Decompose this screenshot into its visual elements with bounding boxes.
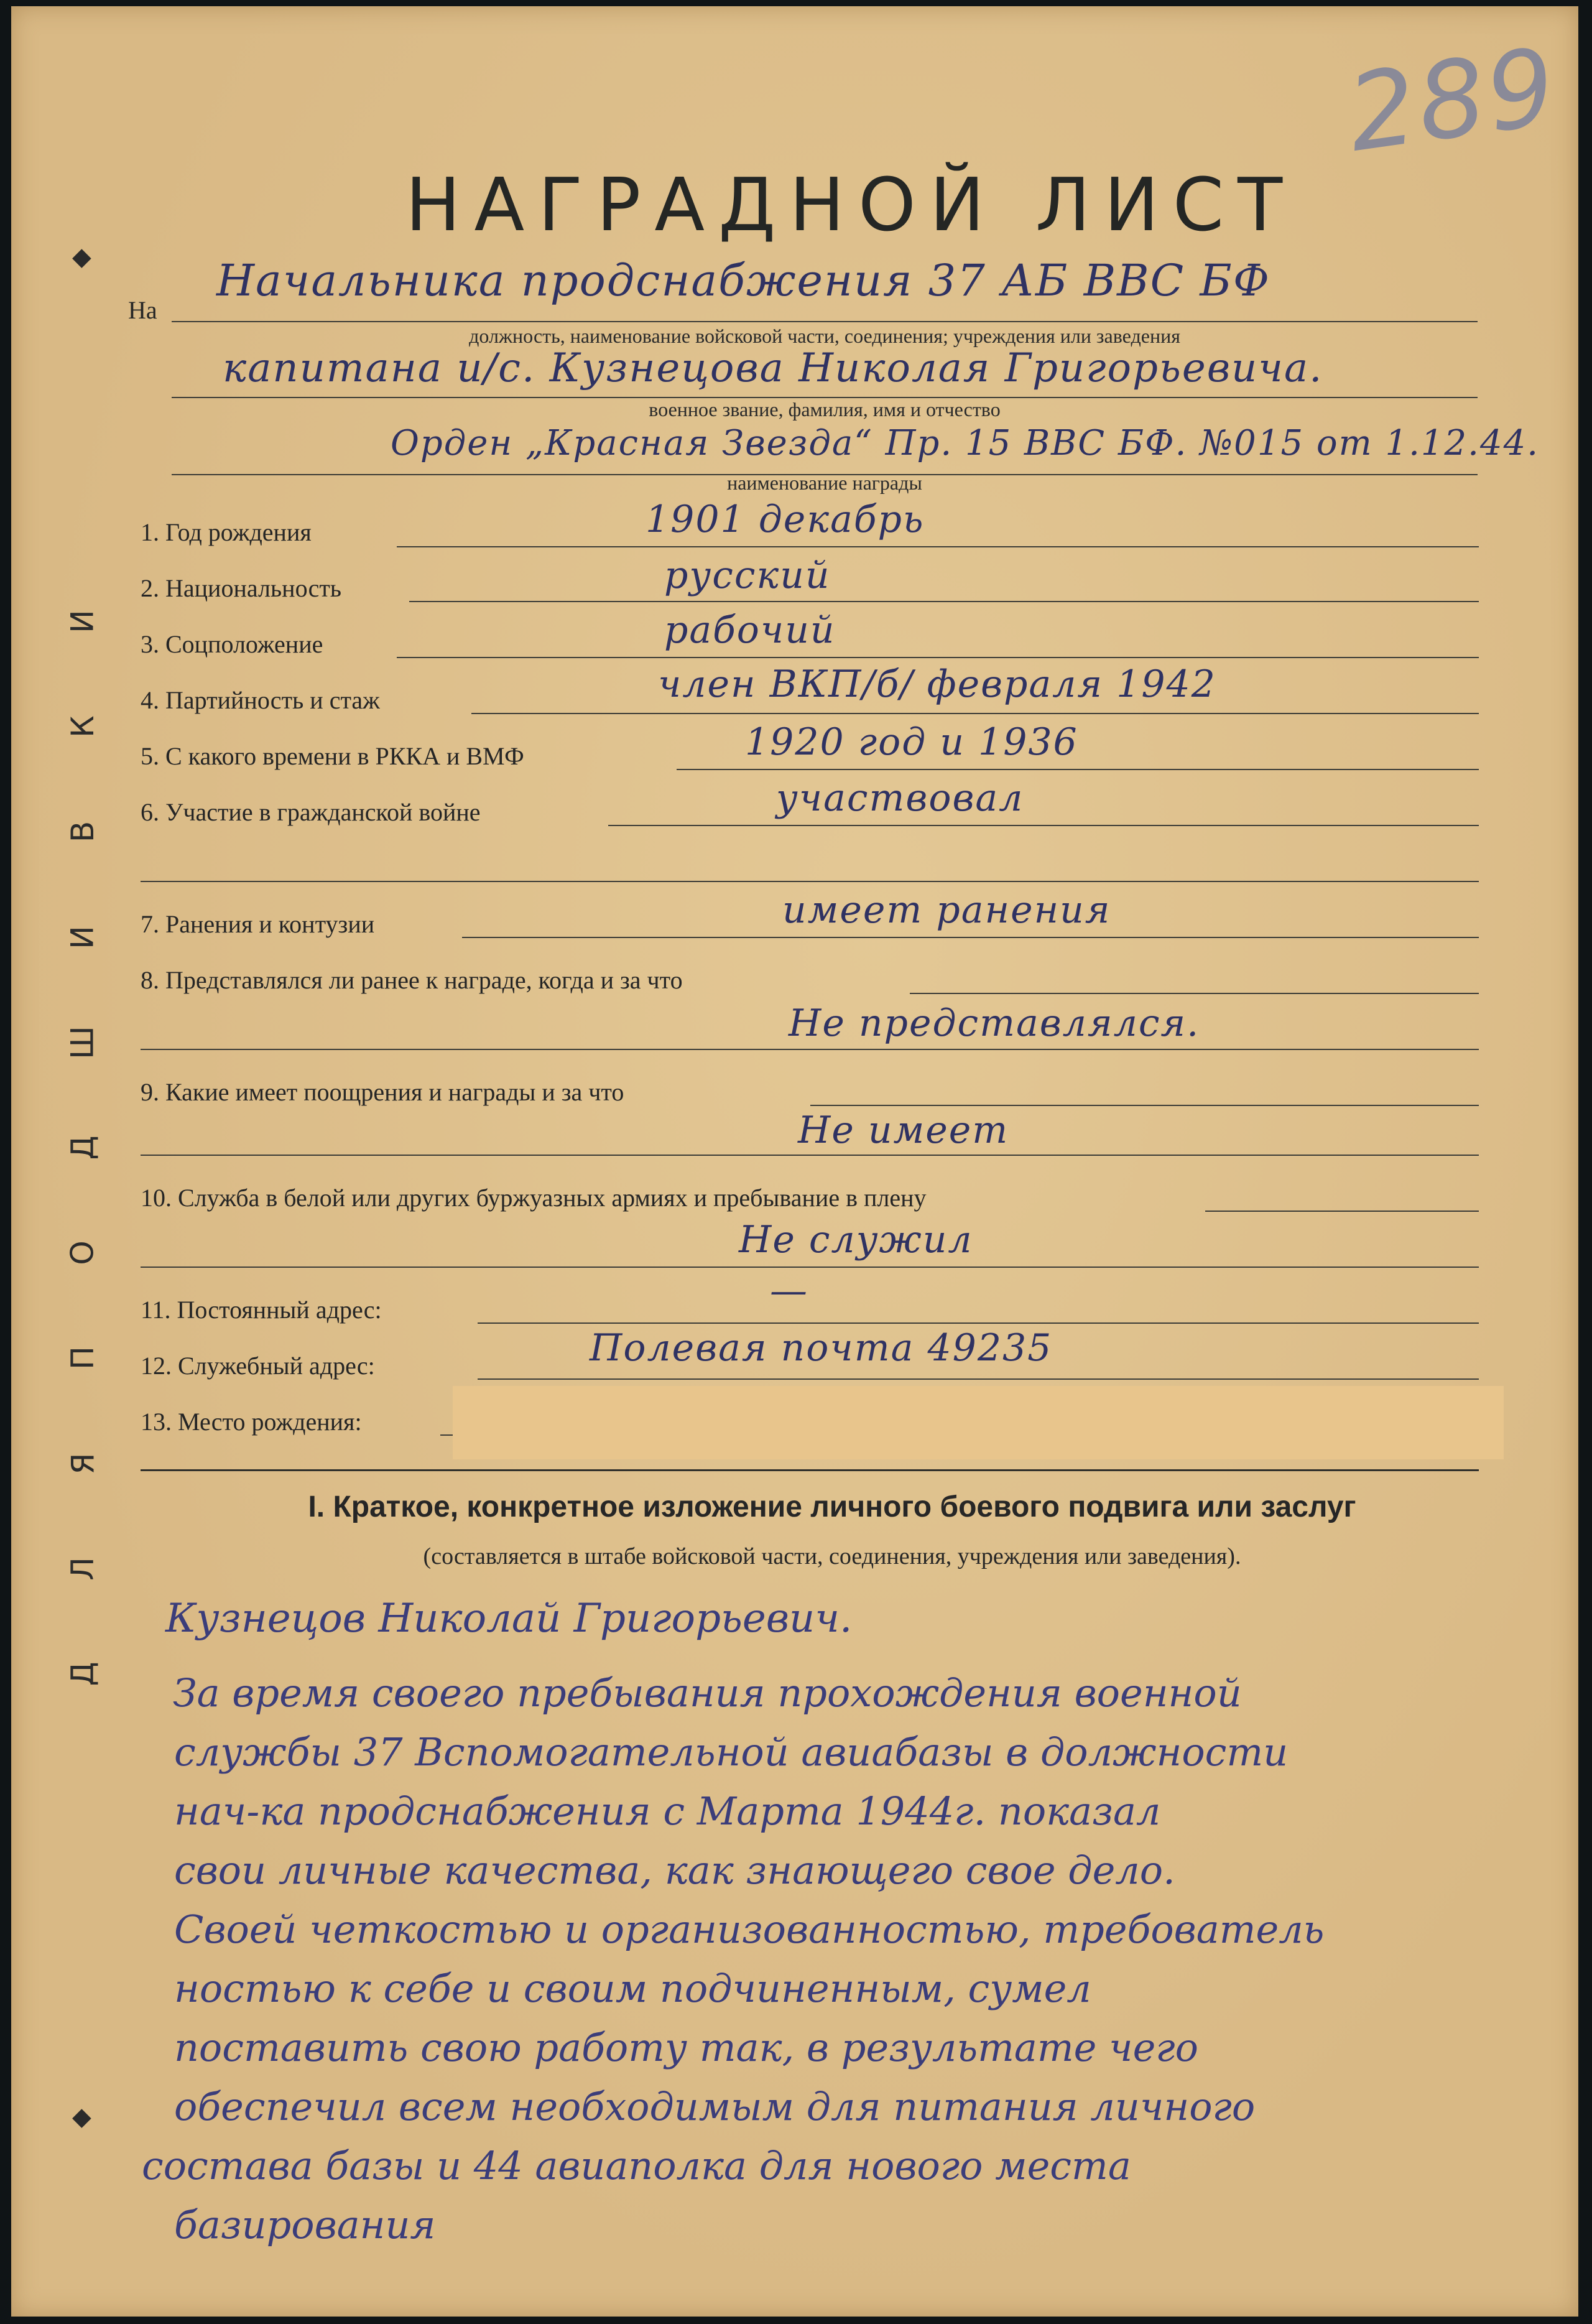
name-caption: военное звание, фамилия, имя и отчество bbox=[649, 398, 1001, 421]
to-label: На bbox=[128, 296, 157, 324]
narrative-line: поставить свою работу так, в результате чего bbox=[174, 2025, 1198, 2070]
field-line bbox=[462, 937, 1479, 938]
field-label: 5. С какого времени в РККА и ВМФ bbox=[141, 742, 524, 770]
field-label: 3. Соцположение bbox=[141, 630, 323, 658]
field-line-extra bbox=[141, 1267, 1479, 1268]
field-value: 1901 декабрь bbox=[646, 498, 925, 541]
award-sheet bbox=[11, 6, 1578, 2317]
binding-letter: И bbox=[65, 925, 101, 949]
narrative-line: обеспечил всем необходимым для питания личного bbox=[174, 2084, 1256, 2129]
narrative-line: ностью к себе и своим подчиненным, сумел bbox=[174, 1966, 1091, 2011]
field-line bbox=[910, 993, 1479, 994]
field-value: рабочий bbox=[664, 608, 836, 652]
document-title: НАГРАДНОЙ ЛИСТ bbox=[405, 162, 1297, 248]
binding-letter: О bbox=[64, 1240, 101, 1265]
binding-margin-note bbox=[55, 603, 111, 1692]
narrative-line: Кузнецов Николай Григорьевич. bbox=[165, 1596, 853, 1642]
narrative-line: свои личные качества, как знающего свое дело. bbox=[174, 1848, 1175, 1893]
binding-letter: П bbox=[64, 1346, 101, 1370]
position-line bbox=[172, 321, 1478, 322]
binding-letter: В bbox=[65, 821, 101, 843]
field-line bbox=[397, 657, 1479, 658]
field-line bbox=[1205, 1211, 1479, 1212]
field-line bbox=[478, 1322, 1479, 1324]
field-label: 6. Участие в гражданской войне bbox=[141, 798, 481, 826]
narrative-line: состава базы и 44 авиаполка для нового места bbox=[142, 2143, 1131, 2188]
field-line bbox=[677, 769, 1479, 770]
award-caption: наименование награды bbox=[727, 472, 922, 494]
field-line bbox=[397, 546, 1479, 547]
section-subtitle: (составляется в штабе войсковой части, соединения, учреждения или заведения). bbox=[423, 1543, 1241, 1569]
field-label: 2. Национальность bbox=[141, 574, 342, 602]
binding-hole-mark: ◆ bbox=[72, 243, 91, 271]
field-label: 12. Служебный адрес: bbox=[141, 1352, 375, 1380]
field-value: Не служил bbox=[739, 1218, 973, 1262]
field-value: Не имеет bbox=[798, 1109, 1009, 1152]
archive-page-number: 289 bbox=[1340, 25, 1565, 176]
field-label: 9. Какие имеет поощрения и награды и за что bbox=[141, 1078, 624, 1106]
field-value: имеет ранения bbox=[782, 888, 1111, 932]
narrative-line: За время своего пребывания прохождения военной bbox=[173, 1670, 1242, 1716]
field-label: 13. Место рождения: bbox=[141, 1408, 362, 1436]
position-value: Начальника продснабжения 37 АБ ВВС БФ bbox=[216, 255, 1270, 306]
field-line bbox=[409, 601, 1479, 602]
field-line bbox=[471, 713, 1479, 714]
narrative-line: базирования bbox=[174, 2202, 436, 2247]
field-line-extra bbox=[141, 881, 1479, 882]
position-caption: должность, наименование войсковой части, соединения; учреждения или заведения bbox=[469, 325, 1180, 347]
section-title: I. Краткое, конкретное изложение личного боевого подвига или заслуг bbox=[308, 1490, 1356, 1523]
field-label: 8. Представлялся ли ранее к награде, когда и за что bbox=[141, 966, 683, 994]
binding-letter: Я bbox=[65, 1452, 101, 1474]
binding-letter: Ш bbox=[65, 1026, 101, 1059]
field-value: русский bbox=[664, 554, 831, 597]
name-value: капитана и/с. Кузнецова Николая Григорьевича. bbox=[223, 345, 1323, 391]
field-value: член ВКП/б/ февраля 1942 bbox=[658, 662, 1216, 706]
field-label: 7. Ранения и контузии bbox=[141, 910, 375, 938]
narrative-line: Своей четкостью и организованностью, требователь bbox=[174, 1907, 1325, 1952]
narrative-line: нач-ка продснабжения с Марта 1944г. показал bbox=[174, 1788, 1161, 1834]
binding-hole-mark: ◆ bbox=[72, 2103, 91, 2131]
field-line bbox=[478, 1378, 1479, 1380]
field-line bbox=[608, 825, 1479, 826]
redacted-birthplace bbox=[453, 1386, 1504, 1459]
award-value: Орден „Красная Звезда“ Пр. 15 ВВС БФ. №015 от 1.12.44. bbox=[391, 423, 1540, 463]
narrative-line: службы 37 Вспомогательной авиабазы в должности bbox=[174, 1729, 1289, 1775]
section-separator bbox=[141, 1469, 1479, 1471]
binding-letter: К bbox=[65, 715, 101, 738]
binding-letter: Л bbox=[64, 1556, 101, 1581]
field-line-extra bbox=[141, 1049, 1479, 1050]
binding-letter: Д bbox=[65, 1135, 101, 1160]
field-value: — bbox=[770, 1269, 808, 1313]
field-value: Полевая почта 49235 bbox=[590, 1326, 1053, 1370]
field-label: 1. Год рождения bbox=[141, 518, 312, 546]
binding-letter: И bbox=[65, 610, 101, 633]
field-line bbox=[810, 1105, 1479, 1106]
field-label: 10. Служба в белой или других буржуазных армиях и пребывание в плену bbox=[141, 1184, 927, 1212]
field-label: 4. Партийность и стаж bbox=[141, 686, 380, 714]
field-value: участвовал bbox=[776, 776, 1024, 820]
field-value: 1920 год и 1936 bbox=[745, 720, 1078, 764]
binding-letter: Д bbox=[65, 1662, 101, 1686]
field-line-extra bbox=[141, 1155, 1479, 1156]
field-label: 11. Постоянный адрес: bbox=[141, 1296, 382, 1324]
field-value: Не представлялся. bbox=[789, 1002, 1200, 1045]
